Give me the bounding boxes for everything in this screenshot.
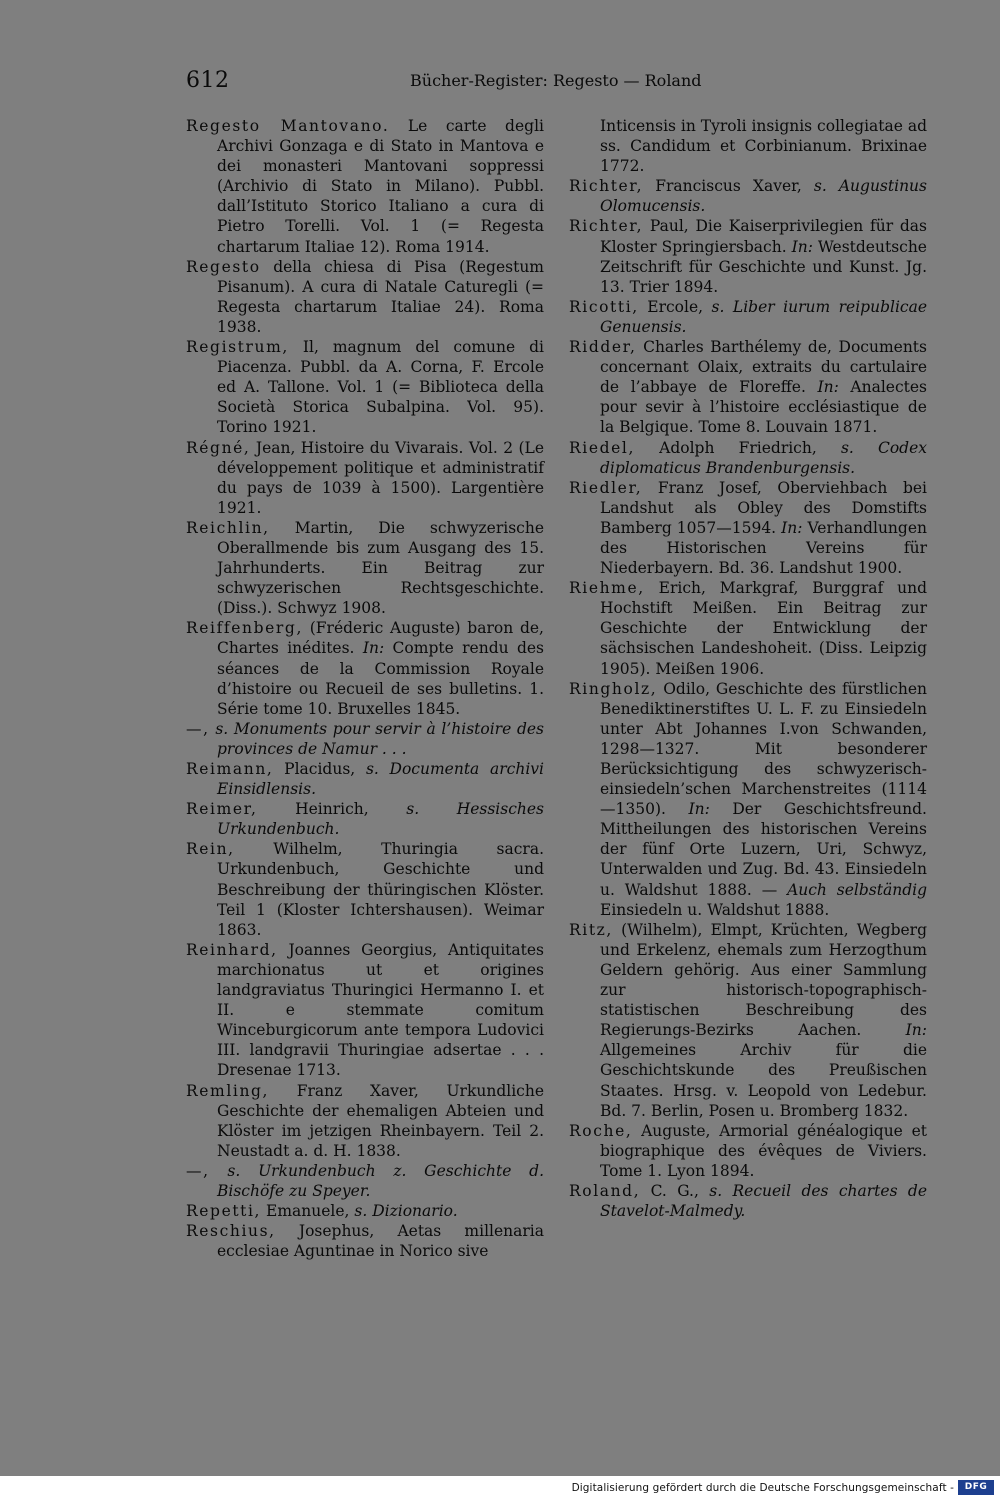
index-entry xyxy=(186,1081,544,1161)
entry-italic-text: In: xyxy=(905,1021,927,1040)
index-entry xyxy=(569,337,927,437)
index-entry xyxy=(569,578,927,678)
entry-text: Analectes pour sevir à l’histoire ecclésiastique de la Belgique. Tome 8. Louvain 1871. xyxy=(600,378,927,437)
entry-heading: Riehme, xyxy=(569,579,645,598)
entry-heading: Roland, xyxy=(569,1181,641,1200)
entry-heading: Repetti, xyxy=(186,1202,262,1221)
entry-heading: Reimann, xyxy=(186,760,274,778)
left-column xyxy=(186,116,544,1261)
running-title: Bücher-Register: Regesto — Roland xyxy=(410,71,702,90)
entry-text: Joannes Georgius, Antiquitates marchionatus ut et origines landgraviatus Thuringici Hermanno I. et II. e stemmate comitum Winceburgicorum ante tempora Ludovici III. landgravii Thuringiae adsertae . . . Dresenae 1713. xyxy=(217,940,544,1080)
entry-text: Paul, Die Kaiserprivilegien für das Kloster Springiersbach. xyxy=(600,217,927,256)
index-entry xyxy=(186,438,544,518)
index-entry xyxy=(569,116,927,176)
entry-text: Odilo, Geschichte des fürstlichen Benediktinerstiftes U. L. F. zu Einsiedeln unter Abt Johannes I.von Schwanden, 1298—1327. Mit besonderer Berücksichtigung des schwyzerisch-einsiedeln’schen Marchenstreites (1114—1350). xyxy=(600,679,927,819)
index-entry xyxy=(186,1201,544,1221)
page-number: 612 xyxy=(186,68,230,93)
index-entry xyxy=(186,1161,544,1201)
entry-text: C. G., xyxy=(640,1181,710,1200)
entry-text: Adolph Friedrich, xyxy=(634,438,841,457)
entry-heading: Richter, xyxy=(569,217,644,236)
entry-italic-text: Auch selbständig xyxy=(787,880,927,899)
entry-text: (Fréderic Auguste) baron de, Chartes inédites. xyxy=(217,619,544,658)
index-entry xyxy=(569,297,927,337)
entry-italic-text: s. Monuments pour servir à l’histoire des provinces de Namur . . . xyxy=(215,719,544,758)
entry-heading: Reiffenberg, xyxy=(186,619,303,638)
entry-italic-text: s. Recueil des chartes de Stavelot-Malmedy. xyxy=(600,1181,927,1221)
entry-text: Franz Josef, Oberviehbach bei Landshut als Obley des Domstifts Bamberg 1057—1594. xyxy=(600,478,927,537)
index-entry xyxy=(569,216,927,296)
entry-italic-text: In: xyxy=(781,518,803,537)
entry-heading: —, xyxy=(186,1161,210,1180)
entry-heading: Riedler, xyxy=(569,478,643,497)
entry-text: Ercole, xyxy=(638,297,712,316)
entry-heading: Registrum, xyxy=(186,338,289,357)
entry-text: Martin, Die schwyzerische Oberallmende bis zum Ausgang des 15. Jahrhunderts. Ein Beitrag zur schwyzerischen Rechtsgeschichte. (Diss.). Schwyz 1908. xyxy=(217,518,544,618)
entry-heading: Roche, xyxy=(569,1121,633,1140)
entry-text: Le carte degli Archivi Gonzaga e di Stato in Mantova e dei monasteri Mantovani soppressi (Archivio di Stato in Milano). Pubbl. dall’Istituto Storico Italiano a cura di Pietro Torelli. Vol. 1 (= Regesta chartarum Italiae 12). Roma 1914. xyxy=(217,117,544,256)
entry-text: Heinrich, xyxy=(257,800,407,819)
entry-text: Placidus, xyxy=(273,760,366,778)
entry-text: Emanuele, xyxy=(261,1202,355,1221)
index-entry xyxy=(186,940,544,1081)
entry-text: (Wilhelm), Elmpt, Krüchten, Wegberg und Erkelenz, ehemals zum Herzogthum Geldern gehörig. Aus einer Sammlung zur historisch-topographisch-statistischen Beschreibung des Regierungs-Bezirks Aachen. xyxy=(600,920,927,1040)
index-entry xyxy=(186,759,544,799)
entry-heading: —, xyxy=(186,719,210,738)
entry-italic-text: s. Hessisches Urkundenbuch. xyxy=(217,800,544,839)
entry-text: Auguste, Armorial généalogique et biographique des évêques de Viviers. Tome 1. Lyon 1894. xyxy=(600,1121,927,1180)
entry-heading: Reichlin, xyxy=(186,518,270,537)
index-entry xyxy=(186,1221,544,1261)
entry-italic-text: In: xyxy=(791,237,813,256)
entry-heading: Ritz, xyxy=(569,920,613,939)
entry-text: Il, magnum del comune di Piacenza. Pubbl. da A. Corna, F. Ercole ed A. Tallone. Vol. 1 (= Biblioteca della Società Storica Subalpina. Vol. 95). Torino 1921. xyxy=(217,338,544,437)
entry-heading: Regesto xyxy=(186,257,261,276)
index-entry xyxy=(569,1181,927,1221)
entry-text: Jean, Histoire du Vivarais. Vol. 2 (Le développement politique et administratif du pays de 1039 à 1500). Largentière 1921. xyxy=(217,438,544,517)
entry-text: Erich, Markgraf, Burggraf und Hochstift Meißen. Ein Beitrag zur Geschichte der Entwicklung der sächsischen Landeshoheit. (Diss. Leipzig 1905). Meißen 1906. xyxy=(600,579,927,678)
index-entry xyxy=(186,337,544,437)
entry-text: Charles Barthélemy de, Documents concernant Olaix, extraits du cartulaire de l’abbaye de Floreffe. xyxy=(600,338,927,397)
index-entry xyxy=(569,438,927,478)
index-entry xyxy=(569,176,927,216)
footer-bar xyxy=(0,1476,1000,1498)
index-entry xyxy=(186,799,544,839)
entry-text: Josephus, Aetas millenaria ecclesiae Aguntinae in Norico sive xyxy=(217,1222,544,1261)
entry-heading: Remling, xyxy=(186,1081,270,1100)
entry-text: Der Geschichtsfreund. Mittheilungen des historischen Vereins der fünf Orte Luzern, Uri, Schwyz, Unterwalden und Zug. Bd. 43. Einsiedeln u. Waldshut 1888. — xyxy=(600,800,927,899)
entry-heading: Riedel, xyxy=(569,438,635,457)
entry-heading: Reinhard, xyxy=(186,940,278,959)
entry-italic-text: s. Dizionario. xyxy=(354,1202,458,1221)
index-entry xyxy=(186,518,544,618)
entry-heading: Ridder, xyxy=(569,338,637,357)
entry-text: Franciscus Xaver, xyxy=(643,177,814,196)
entry-heading: Régné, xyxy=(186,438,251,457)
entry-italic-text: s. Urkundenbuch z. Geschichte d. Bischöfe zu Speyer. xyxy=(217,1161,544,1200)
index-entry xyxy=(569,679,927,920)
index-entry xyxy=(569,478,927,578)
entry-italic-text: In: xyxy=(817,378,839,397)
entry-heading: Regesto Mantovano. xyxy=(186,117,390,135)
entry-text: Inticensis in Tyroli insignis collegiatae ad ss. Candidum et Corbinianum. Brixinae 1772. xyxy=(600,117,928,176)
entry-heading: Rein, xyxy=(186,840,235,859)
entry-italic-text: s. Codex diplomaticus Brandenburgensis. xyxy=(600,438,928,477)
index-entry xyxy=(569,920,927,1121)
entry-heading: Richter, xyxy=(569,177,644,196)
entry-heading: Reimer, xyxy=(186,800,258,819)
index-entry xyxy=(186,116,544,257)
entry-italic-text: In: xyxy=(688,800,710,819)
index-entry xyxy=(569,1121,927,1181)
entry-italic-text: In: xyxy=(362,639,385,658)
page-header xyxy=(186,68,926,102)
entry-italic-text: s. Documenta archivi Einsidlensis. xyxy=(217,760,544,799)
entry-italic-text: s. Augustinus Olomucensis. xyxy=(600,177,927,216)
index-entry xyxy=(186,618,544,718)
footer-credit: Digitalisierung gefördert durch die Deutsche Forschungsgemeinschaft - xyxy=(571,1482,954,1494)
entry-italic-text: s. Liber iurum reipublicae Genuensis. xyxy=(600,297,928,336)
entry-text: Verhandlungen des Historischen Vereins für Niederbayern. Bd. 36. Landshut 1900. xyxy=(600,518,927,578)
right-column xyxy=(569,116,927,1221)
entry-text: Einsiedeln u. Waldshut 1888. xyxy=(600,900,830,919)
entry-text xyxy=(210,1162,228,1180)
index-entry xyxy=(186,257,544,337)
entry-text: Westdeutsche Zeitschrift für Geschichte und Kunst. Jg. 13. Trier 1894. xyxy=(600,237,927,296)
dfg-logo: DFG xyxy=(958,1480,994,1495)
entry-text: Compte rendu des séances de la Commission Royale d’histoire ou Recueil de ses bulletins. 1. Série tome 10. Bruxelles 1845. xyxy=(217,639,545,718)
entry-heading: Reschius, xyxy=(186,1222,276,1241)
index-entry xyxy=(186,719,544,759)
entry-text: Allgemeines Archiv für die Geschichtskunde des Preußischen Staates. Hrsg. v. Leopold von Ledebur. Bd. 7. Berlin, Posen u. Bromberg 1832. xyxy=(600,1041,927,1120)
entry-text: Wilhelm, Thuringia sacra. Urkundenbuch, Geschichte und Beschreibung der thüringischen Klöster. Teil 1 (Kloster Ichtershausen). Weimar 1863. xyxy=(217,840,544,939)
entry-heading: Ricotti, xyxy=(569,297,639,316)
entry-text: della chiesa di Pisa (Regestum Pisanum). A cura di Natale Caturegli (= Regesta chartarum Italiae 24). Roma 1938. xyxy=(217,257,544,336)
index-entry xyxy=(186,839,544,939)
entry-text: Franz Xaver, Urkundliche Geschichte der ehemaligen Abteien und Klöster im jetzigen Rheinbayern. Teil 2. Neustadt a. d. H. 1838. xyxy=(217,1081,544,1160)
entry-heading: Ringholz, xyxy=(569,679,658,698)
